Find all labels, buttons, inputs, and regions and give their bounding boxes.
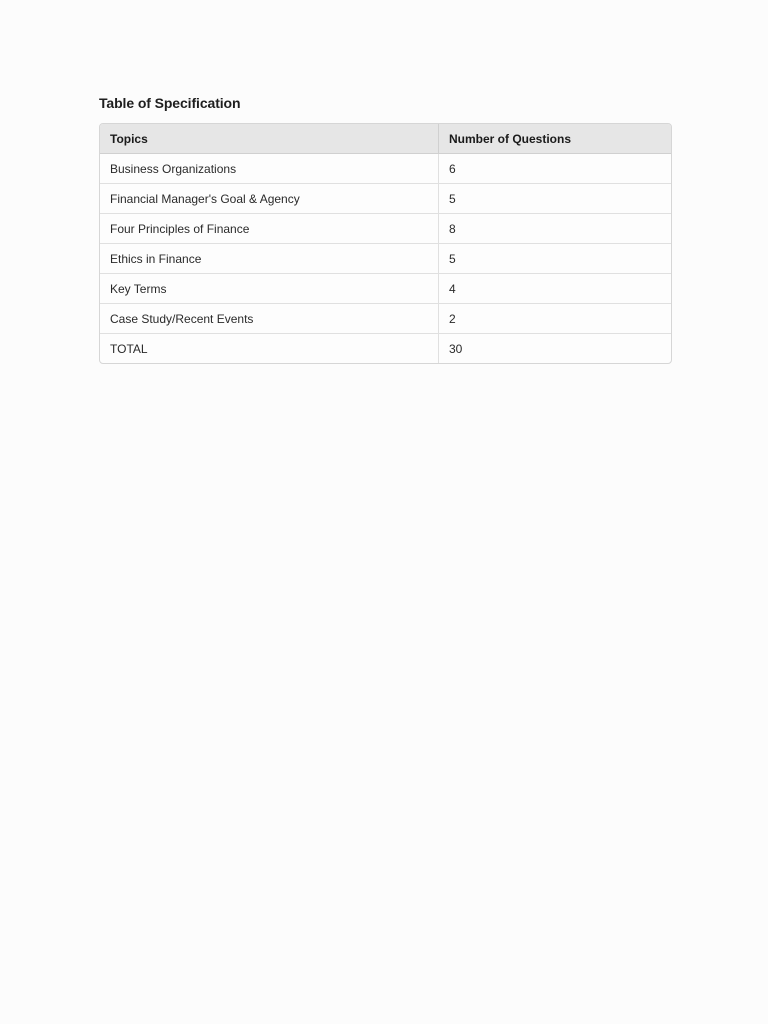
topic-cell: Case Study/Recent Events [100, 304, 439, 334]
document-content [99, 94, 670, 364]
column-header-number-of-questions: Number of Questions [439, 124, 672, 154]
table-header-row [100, 124, 671, 154]
table [100, 124, 671, 363]
column-header-topics: Topics [100, 124, 439, 154]
topic-cell: Ethics in Finance [100, 244, 439, 274]
question-count-cell: 2 [439, 304, 672, 334]
total-label-cell: TOTAL [100, 334, 439, 364]
question-count-cell: 4 [439, 274, 672, 304]
specification-table [99, 123, 672, 364]
question-count-cell: 5 [439, 244, 672, 274]
table-row [100, 184, 671, 214]
topic-cell: Key Terms [100, 274, 439, 304]
question-count-cell: 6 [439, 154, 672, 184]
table-row-total [100, 334, 671, 364]
page-title: Table of Specification [99, 95, 241, 111]
table-row [100, 214, 671, 244]
table-row [100, 304, 671, 334]
topic-cell: Financial Manager's Goal & Agency [100, 184, 439, 214]
topic-cell: Business Organizations [100, 154, 439, 184]
table-row [100, 154, 671, 184]
total-value-cell: 30 [449, 341, 463, 356]
table-row [100, 244, 671, 274]
question-count-cell: 8 [439, 214, 672, 244]
table-row [100, 274, 671, 304]
question-count-cell: 5 [439, 184, 672, 214]
topic-cell: Four Principles of Finance [100, 214, 439, 244]
